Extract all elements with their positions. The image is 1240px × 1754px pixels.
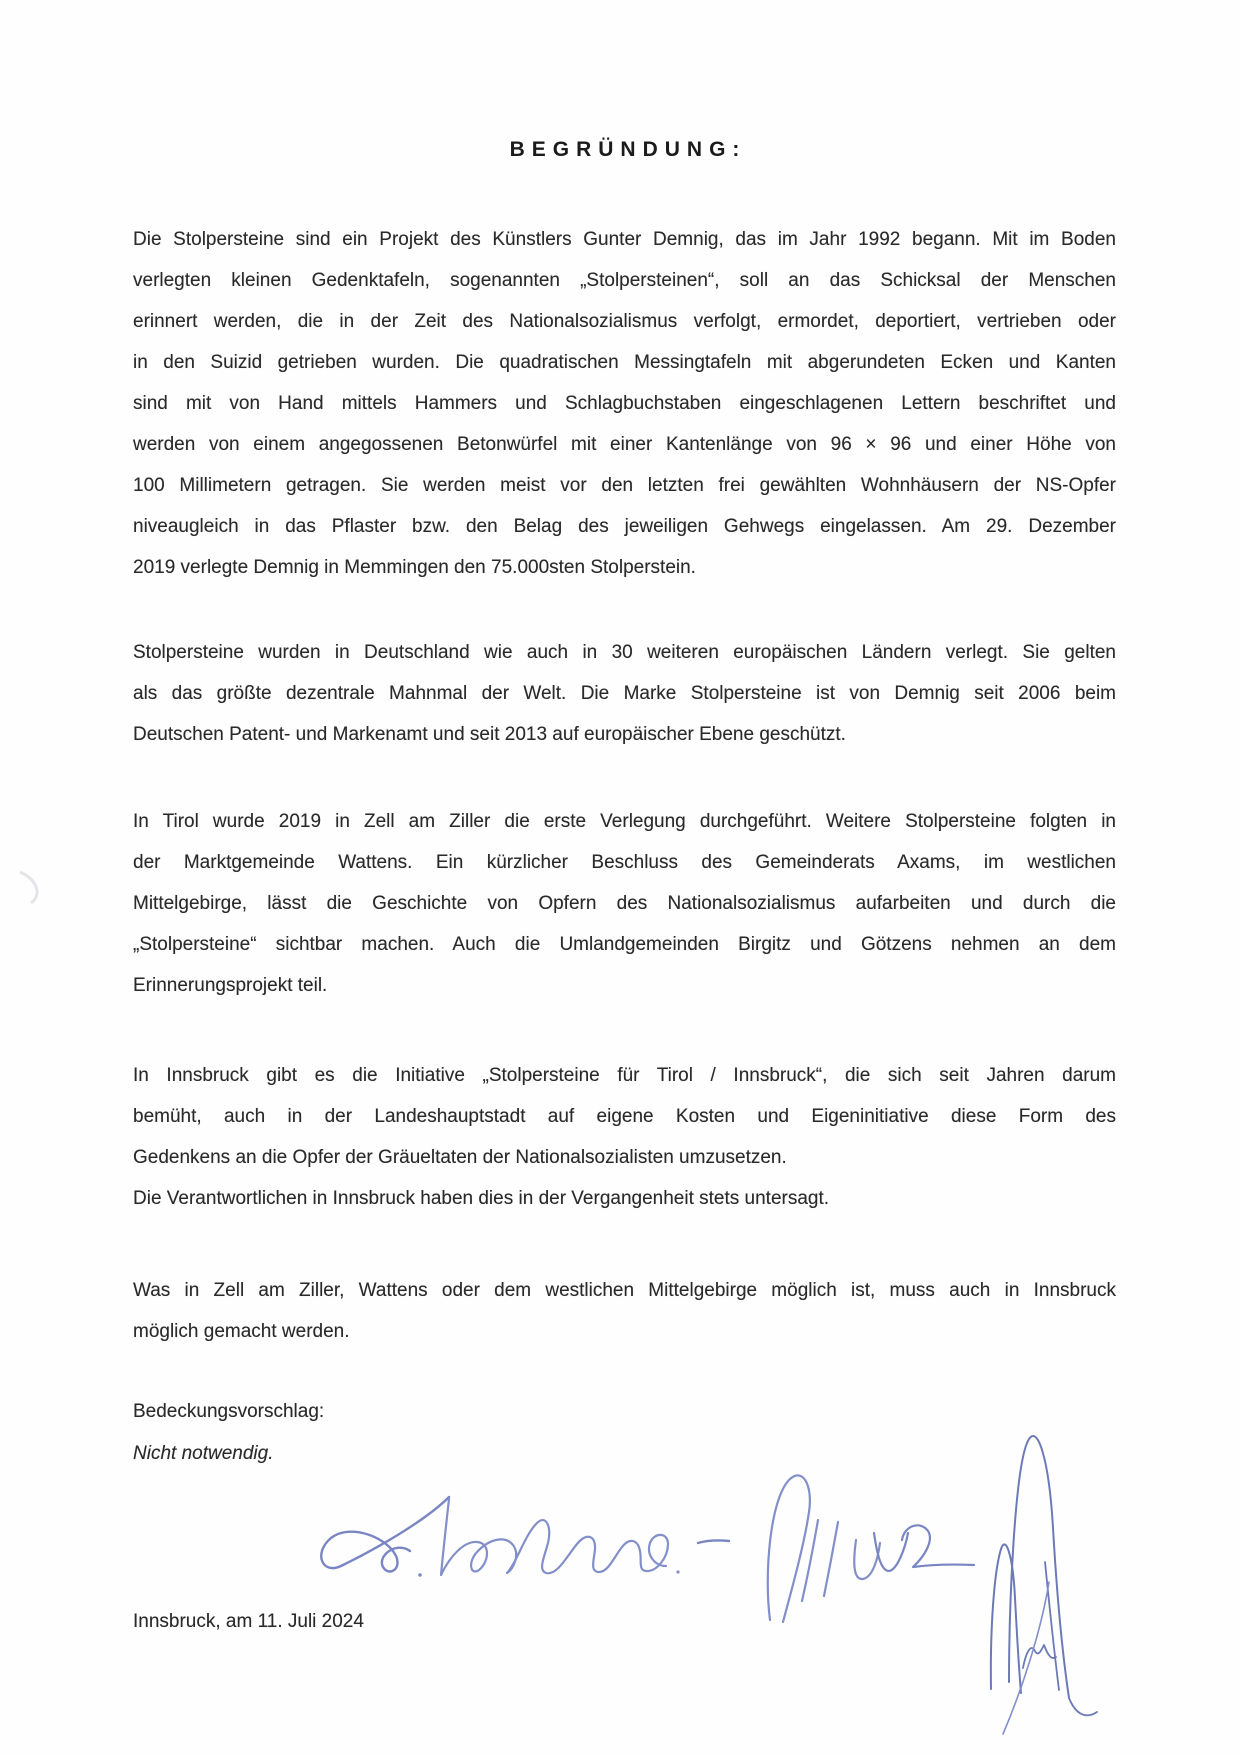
text-line: als das größte dezentrale Mahnmal der Welt. Die Marke Stolpersteine ist von Demnig seit 2006 beim — [133, 683, 1116, 704]
text-line: verlegten kleinen Gedenktafeln, sogenannten „Stolpersteinen“, soll an das Schicksal der Menschen — [133, 270, 1116, 291]
paragraph-innsbruck-initiative — [133, 1055, 1116, 1219]
text-line: erinnert werden, die in der Zeit des Nationalsozialismus verfolgt, ermordet, deportiert, vertrieben oder — [133, 311, 1116, 332]
text-line: Deutschen Patent- und Markenamt und seit 2013 auf europäischer Ebene geschützt. — [133, 724, 846, 745]
text-line: 2019 verlegte Demnig in Memmingen den 75.000sten Stolperstein. — [133, 557, 696, 578]
paragraph-mahnmal — [133, 632, 1116, 755]
text-line: In Innsbruck gibt es die Initiative „Stolpersteine für Tirol / Innsbruck“, die sich seit Jahren darum — [133, 1065, 1116, 1086]
paragraph-stolpersteine-project — [133, 219, 1116, 588]
text-line: bemüht, auch in der Landeshauptstadt auf eigene Kosten und Eigeninitiative diese Form des — [133, 1106, 1116, 1127]
text-line: Die Verantwortlichen in Innsbruck haben dies in der Vergangenheit stets untersagt. — [133, 1188, 830, 1209]
page-title: BEGRÜNDUNG: — [509, 138, 747, 161]
text-line: Gedenkens an die Opfer der Gräueltaten der Nationalsozialisten umzusetzen. — [133, 1147, 787, 1168]
paragraph-tirol — [133, 801, 1116, 1006]
text-line: in den Suizid getrieben wurden. Die quadratischen Messingtafeln mit abgerundeten Ecken und Kanten — [133, 352, 1116, 373]
text-line: Erinnerungsprojekt teil. — [133, 975, 328, 996]
text-line: Was in Zell am Ziller, Wattens oder dem westlichen Mittelgebirge möglich ist, muss auch in Innsbruck — [133, 1280, 1116, 1301]
text-line: niveaugleich in das Pflaster bzw. den Belag des jeweiligen Gehwegs eingelassen. Am 29. Dezember — [133, 516, 1116, 537]
proposal-value: Nicht notwendig. — [133, 1443, 274, 1464]
text-line: werden von einem angegossenen Betonwürfel mit einer Kantenlänge von 96 × 96 und einer Höhe von — [133, 434, 1116, 455]
text-line: In Tirol wurde 2019 in Zell am Ziller die erste Verlegung durchgeführt. Weitere Stolpersteine folgten in — [133, 811, 1116, 832]
text-line: möglich gemacht werden. — [133, 1321, 350, 1342]
place-date-line: Innsbruck, am 11. Juli 2024 — [133, 1611, 364, 1632]
text-line: Mittelgebirge, lässt die Geschichte von Opfern des Nationalsozialismus aufarbeiten und durch die — [133, 893, 1116, 914]
proposal-label: Bedeckungsvorschlag: — [133, 1401, 325, 1422]
text-line: „Stolpersteine“ sichtbar machen. Auch die Umlandgemeinden Birgitz und Götzens nehmen an dem — [133, 934, 1116, 955]
text-line: Stolpersteine wurden in Deutschland wie auch in 30 weiteren europäischen Ländern verlegt. Sie gelten — [133, 642, 1116, 663]
text-line: Die Stolpersteine sind ein Projekt des Künstlers Gunter Demnig, das im Jahr 1992 begann. Mit im Boden — [133, 229, 1116, 250]
text-line: der Marktgemeinde Wattens. Ein kürzlicher Beschluss des Gemeinderats Axams, im westlichen — [133, 852, 1116, 873]
text-line: sind mit von Hand mittels Hammers und Schlagbuchstaben eingeschlagenen Lettern beschriftet und — [133, 393, 1116, 414]
signature-strokes — [321, 1436, 1097, 1734]
scan-smudge — [20, 872, 37, 903]
text-line: 100 Millimetern getragen. Sie werden meist vor den letzten frei gewählten Wohnhäusern der NS-Opfer — [133, 475, 1116, 496]
paragraph-conclusion — [133, 1270, 1116, 1352]
